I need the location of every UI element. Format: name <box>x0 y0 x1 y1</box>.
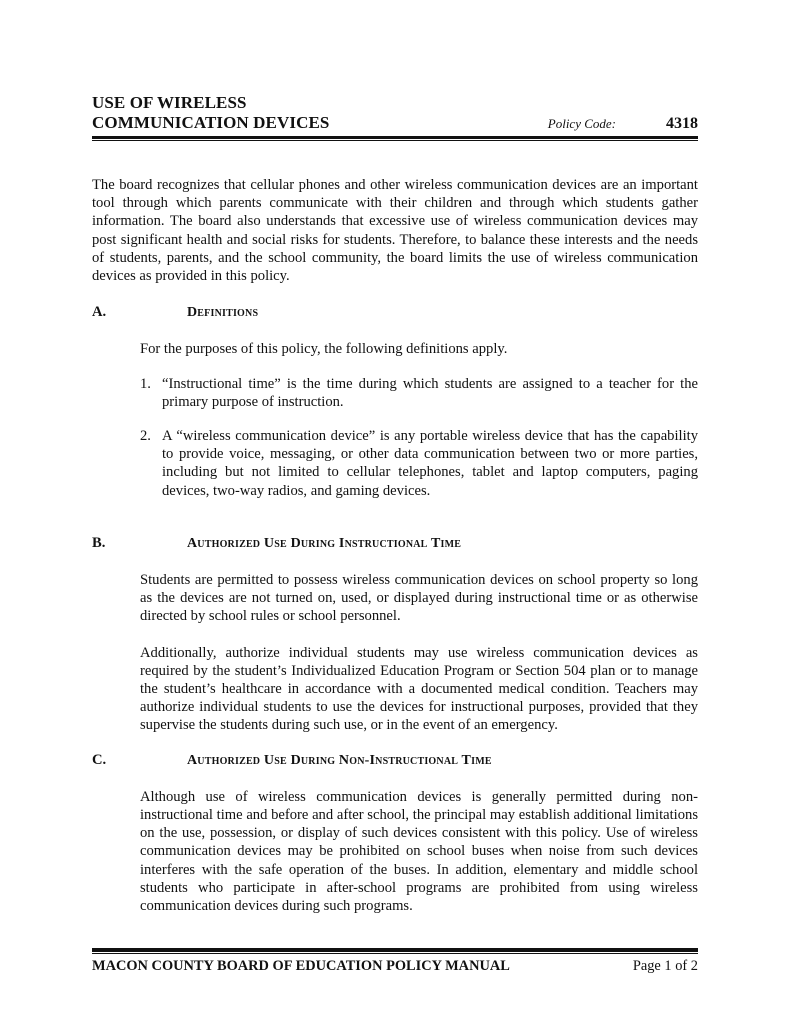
list-number: 1. <box>140 375 151 392</box>
section-letter: C. <box>92 751 107 768</box>
header-rule-thick <box>92 136 698 139</box>
section-c-paragraph-1: Although use of wireless communication devices is generally permitted during non-instructional time and before and after school, the principal may establish additional limitations on the use, possession, or display of such devices consistent with this policy. Use of wireless communication devices may be prohibited on school buses when noise from such devices interferes with the safe operation of the buses. In addition, elementary and middle school students who participate in after-school programs are prohibited from using wireless communication devices during such programs. <box>140 788 698 915</box>
policy-code <box>548 115 698 133</box>
section-title: Authorized Use During Instructional Time <box>187 535 462 551</box>
footer-row <box>92 958 698 975</box>
page-indicator: Page 1 of 2 <box>632 958 698 974</box>
policy-code-label: Policy Code: <box>547 116 616 131</box>
policy-header <box>92 93 698 141</box>
policy-body <box>92 176 698 915</box>
section-b-paragraph-2: Additionally, authorize individual students may use wireless communication devices as required by the student’s Individualized Education Program or Section 504 plan or to manage the student’s healthcare in accordance with a documented medical condition. Teachers may authorize individual students to use the devices for instructional purposes, provided that they supervise the students during such use, or in the event of an emergency. <box>140 644 698 734</box>
section-letter: A. <box>92 304 107 321</box>
section-title: Authorized Use During Non-Instructional Time <box>187 752 492 768</box>
policy-footer <box>92 948 698 975</box>
list-item <box>140 427 698 500</box>
definitions-list <box>140 375 698 500</box>
title-row <box>92 113 698 133</box>
list-item <box>140 375 698 411</box>
list-text: “Instructional time” is the time during which students are assigned to a teacher for the primary purpose of instruction. <box>162 375 698 410</box>
definitions-lead: For the purposes of this policy, the following definitions apply. <box>140 341 508 358</box>
section-b-paragraph-1: Students are permitted to possess wireless communication devices on school property so long as the devices are not turned on, used, or displayed during instructional time or as otherwise directed by school rules or school personnel. <box>140 572 698 625</box>
list-number: 2. <box>140 428 151 445</box>
manual-name: MACON COUNTY BOARD OF EDUCATION POLICY MANUAL <box>92 958 510 974</box>
policy-title-line-2: COMMUNICATION DEVICES <box>92 113 330 132</box>
list-text: A “wireless communication device” is any portable wireless device that has the capability to provide voice, messaging, or other data communication between two or more parties, including but not limited to cellular telephones, tablet and laptop computers, paging devices, two-way radios, and gaming devices. <box>162 428 698 499</box>
section-b-heading <box>92 534 698 553</box>
intro-paragraph: The board recognizes that cellular phones and other wireless communication devices are an important tool through which parents communicate with their children and through which students gather information. The board also understands that excessive use of wireless communication devices may post significant health and social risks for students. Therefore, to balance these interests and the needs of students, parents, and the school community, the board limits the use of wireless communication devices as provided in this policy. <box>92 177 698 285</box>
footer-rule-thick <box>92 948 698 952</box>
header-rule-thin <box>92 140 698 141</box>
section-letter: B. <box>92 534 106 551</box>
section-c-heading <box>92 751 698 770</box>
section-title: Definitions <box>187 305 259 321</box>
section-a-heading <box>92 303 698 322</box>
policy-code-value: 4318 <box>666 115 698 132</box>
footer-rule-thin <box>92 953 698 954</box>
policy-title-line-1: USE OF WIRELESS <box>92 93 247 112</box>
